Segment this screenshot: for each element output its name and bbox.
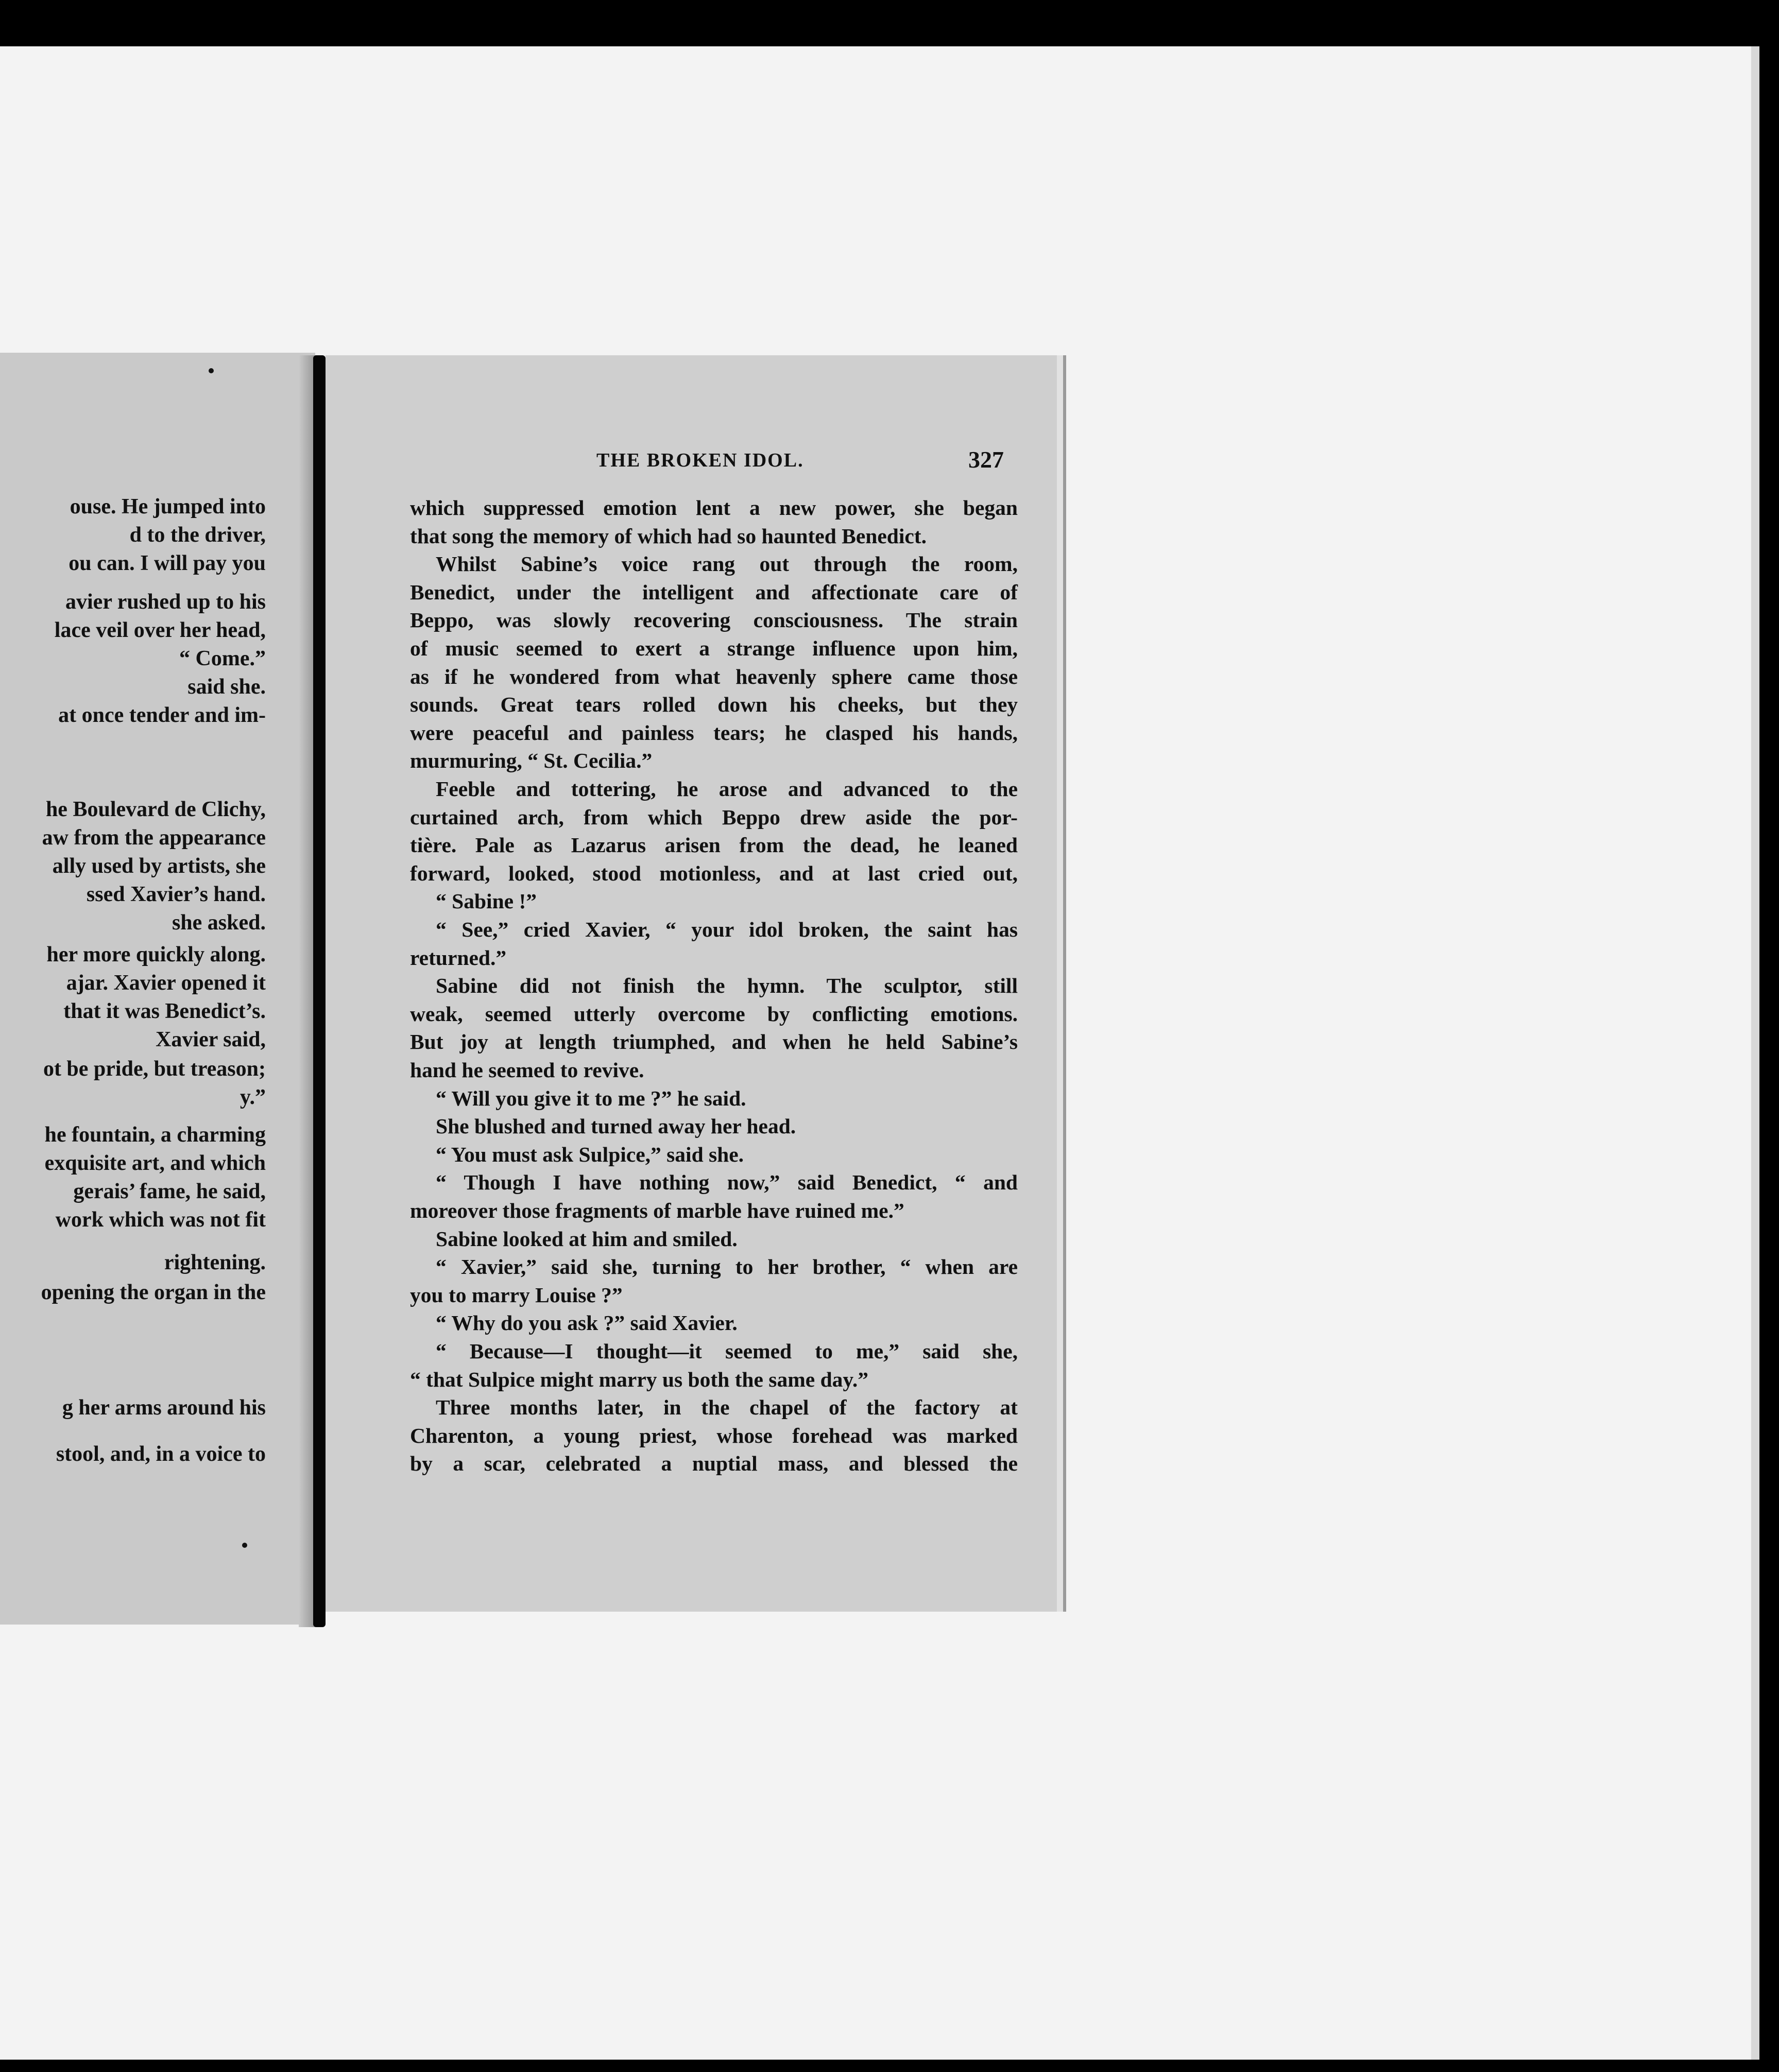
left-page-line: ally used by artists, she — [52, 854, 266, 878]
text-line: “ Because—I thought—it seemed to me,” said she, — [436, 1339, 1018, 1363]
text-line: “ You must ask Sulpice,” said she. — [436, 1142, 744, 1166]
text-line: sounds. Great tears rolled down his cheeks, but they — [410, 693, 1018, 717]
left-page-line: lace veil over her head, — [54, 618, 266, 642]
text-line: “ Though I have nothing now,” said Benedict, “ and — [436, 1170, 1018, 1195]
left-page-line: avier rushed up to his — [65, 590, 266, 614]
left-page-line: g her arms around his — [62, 1396, 266, 1420]
left-page-line: aw from the appearance — [42, 826, 266, 850]
left-page-line: y.” — [240, 1085, 266, 1109]
text-line: Sabine looked at him and smiled. — [436, 1227, 738, 1251]
page-number: 327 — [968, 446, 1004, 473]
left-page-line: she asked. — [172, 911, 266, 935]
text-line: “ Will you give it to me ?” he said. — [436, 1086, 746, 1110]
text-line: that song the memory of which had so haunted Benedict. — [410, 524, 927, 548]
text-line: Charenton, a young priest, whose forehead was marked — [410, 1423, 1018, 1447]
text-line: tière. Pale as Lazarus arisen from the dead, he leaned — [410, 833, 1018, 857]
text-line: by a scar, celebrated a nuptial mass, and blessed the — [410, 1452, 1018, 1476]
text-line: “ that Sulpice might marry us both the same day.” — [410, 1367, 868, 1391]
text-line: Beppo, was slowly recovering consciousness. The strain — [410, 608, 1018, 632]
left-page-line: at once tender and im- — [58, 703, 266, 727]
text-line: as if he wondered from what heavenly sphere came those — [410, 664, 1018, 688]
text-line: curtained arch, from which Beppo drew aside the por- — [410, 805, 1018, 829]
text-line: of music seemed to exert a strange influence upon him, — [410, 636, 1018, 660]
text-line: weak, seemed utterly overcome by conflicting emotions. — [410, 1002, 1018, 1026]
speck — [242, 1543, 247, 1548]
text-line: Three months later, in the chapel of the factory at — [436, 1395, 1018, 1420]
left-page-line: stool, and, in a voice to — [56, 1442, 266, 1466]
text-line: you to marry Louise ?” — [410, 1283, 623, 1307]
left-page-line: “ Come.” — [179, 647, 266, 670]
left-page-line: he Boulevard de Clichy, — [45, 798, 266, 821]
text-line: “ See,” cried Xavier, “ your idol broken, the saint has — [436, 918, 1018, 941]
left-page — [0, 353, 315, 1625]
text-line: were peaceful and painless tears; he clasped his hands, — [410, 720, 1018, 745]
text-line: which suppressed emotion lent a new power, she began — [410, 496, 1018, 520]
left-page-line: that it was Benedict’s. — [63, 999, 266, 1023]
text-line: She blushed and turned away her head. — [436, 1114, 796, 1138]
left-page-line: d to the driver, — [129, 523, 266, 547]
running-head: THE BROKEN IDOL. — [596, 450, 804, 471]
left-page-line: said she. — [187, 675, 266, 699]
left-page-line: work which was not fit — [55, 1208, 266, 1232]
left-page-line: gerais’ fame, he said, — [73, 1180, 266, 1203]
left-page-line: rightening. — [164, 1251, 266, 1274]
text-line: moreover those fragments of marble have ruined me.” — [410, 1199, 904, 1222]
text-line: “ Sabine !” — [436, 889, 537, 913]
text-line: forward, looked, stood motionless, and at last cried out, — [410, 861, 1018, 885]
text-line: Benedict, under the intelligent and affectionate care of — [410, 580, 1018, 604]
left-page-line: Xavier said, — [156, 1028, 266, 1051]
left-page-line: he fountain, a charming — [44, 1123, 266, 1147]
text-line: Feeble and tottering, he arose and advanced to the — [436, 777, 1018, 801]
book-spine — [313, 355, 326, 1627]
scan-edge — [1751, 46, 1759, 2060]
text-line: returned.” — [410, 945, 507, 970]
text-line: Whilst Sabine’s voice rang out through the room, — [436, 552, 1018, 576]
left-page-line: ou can. I will pay you — [69, 551, 266, 575]
speck — [209, 368, 214, 373]
left-page-line: ssed Xavier’s hand. — [86, 883, 266, 906]
left-page-line: exquisite art, and which — [44, 1151, 266, 1175]
text-line: Sabine did not finish the hymn. The sculptor, still — [436, 974, 1018, 998]
left-page-line: her more quickly along. — [46, 943, 266, 966]
text-line: hand he seemed to revive. — [410, 1058, 644, 1082]
left-page-line: ouse. He jumped into — [70, 495, 266, 519]
left-page-line: ajar. Xavier opened it — [66, 971, 266, 995]
text-line: But joy at length triumphed, and when he held Sabine’s — [410, 1030, 1018, 1054]
text-line: “ Xavier,” said she, turning to her brother, “ when are — [436, 1255, 1018, 1279]
text-line: “ Why do you ask ?” said Xavier. — [436, 1311, 738, 1335]
text-line: murmuring, “ St. Cecilia.” — [410, 749, 653, 773]
left-page-line: opening the organ in the — [41, 1281, 266, 1304]
left-page-line: ot be pride, but treason; — [43, 1057, 266, 1081]
